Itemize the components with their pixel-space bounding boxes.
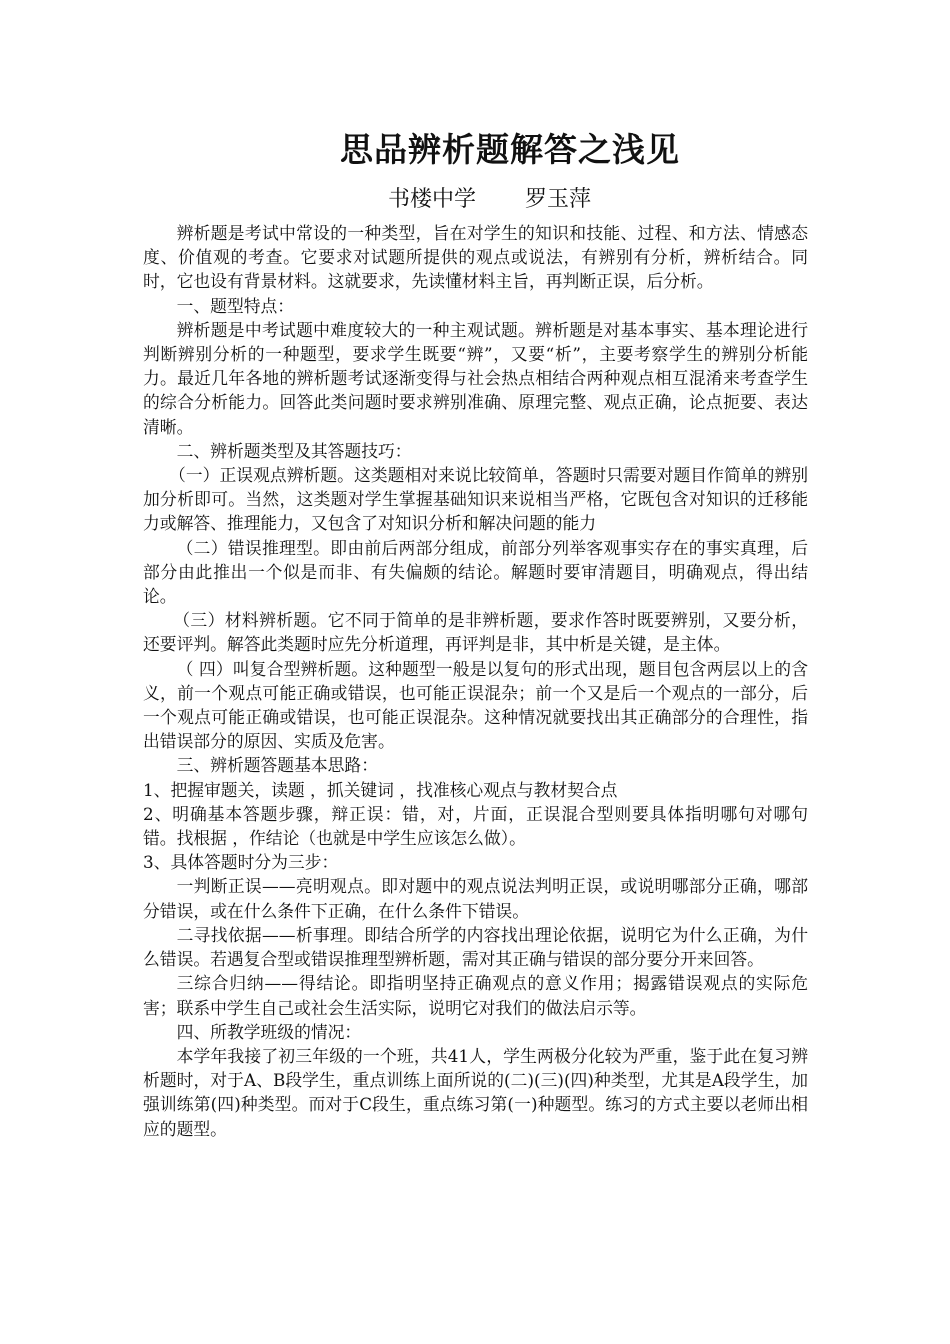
paragraph: 二、辨析题类型及其答题技巧： [176,440,412,461]
paragraph: 三、辨析题答题基本思路： [176,755,378,776]
author-byline: 书楼中学 罗玉萍 [388,187,591,212]
paragraph: 一、题型特点： [176,295,295,316]
paragraph: 一判断正误——亮明观点。即对题中的观点说法判明正误，或说明哪部分正确，哪部分错误，或在什么条件下正确，在什么条件下错误。 [143,876,808,921]
page-title: 思品辨析题解答之浅见 [340,130,680,169]
paragraph: 二寻找依据——析事理。即结合所学的内容找出理论依据，说明它为什么正确，为什么错误。若遇复合型或错误推理型辨析题，需对其正确与错误的部分要分开来回答。 [143,924,808,970]
paragraph: （ 四）叫复合型辨析题。这种题型一般是以复句的形式出现，题目包含两层以上的含义，前一个观点可能正确或错误，也可能正误混杂；前一个又是后一个观点的一部分，后一个观点可能正确或错误，也可能正误混杂。这种情况就要找出其正确部分的合理性，指出错误部分的原因、实质及危害。 [143,658,808,752]
paragraph: 2、明确基本答题步骤，辩正误：错，对，片面，正误混合型则要具体指明哪句对哪句错。找根据 ，作结论（也就是中学生应该怎么做）。 [143,803,808,849]
paragraph: 1、把握审题关，读题 ，抓关键词 ，找准核心观点与教材契合点 [143,779,618,800]
paragraph: （三）材料辨析题。它不同于简单的是非辨析题，要求作答时既要辨别，又要分析，还要评判。解答此类题时应先分析道理，再评判是非，其中析是关键，是主体。 [143,610,808,655]
paragraph: 本学年我接了初三年级的一个班，共41人，学生两极分化较为严重，鉴于此在复习辨析题时，对于A、B段学生，重点训练上面所说的(二)(三)(四)种类型，尤其是A段学生，加强训练第(四)种类型。而对于C段生，重点练习第(一)种题型。练习的方式主要以老师出相应的题型。 [143,1045,808,1139]
document-body [143,221,808,1141]
paragraph: 四、所教学班级的情况： [176,1021,362,1042]
paragraph: 3、具体答题时分为三步： [143,852,339,873]
paragraph: （一）正误观点辨析题。这类题相对来说比较简单，答题时只需要对题目作简单的辨别加分析即可。当然，这类题对学生掌握基础知识来说相当严格，它既包含对知识的迁移能力或解答、推理能力，又包含了对知识分析和解决问题的能力 [143,465,808,534]
paragraph: （二）错误推理型。即由前后两部分组成，前部分列举客观事实存在的事实真理，后部分由此推出一个似是而非、有失偏颇的结论。解题时要审清题目，明确观点，得出结论。 [143,537,808,607]
paragraph: 三综合归纳——得结论。即指明坚持正确观点的意义作用；揭露错误观点的实际危害；联系中学生自己或社会生活实际，说明它对我们的做法启示等。 [143,973,808,1018]
paragraph: 辨析题是考试中常设的一种类型，旨在对学生的知识和技能、过程、和方法、情感态度、价值观的考查。它要求对试题所提供的观点或说法，有辨别有分析，辨析结合。同时，它也设有背景材料。这就要求，先读懂材料主旨，再判断正误，后分析。 [143,223,808,292]
paragraph: 辨析题是中考试题中难度较大的一种主观试题。辨析题是对基本事实、基本理论进行判断辨别分析的一种题型，要求学生既要“辨”，又要“析”，主要考察学生的辨别分析能力。最近几年各地的辨析题考试逐渐变得与社会热点相结合两种观点相互混淆来考查学生的综合分析能力。回答此类问题时要求辨别准确、原理完整、观点正确，论点扼要、表达清晰。 [143,319,808,437]
